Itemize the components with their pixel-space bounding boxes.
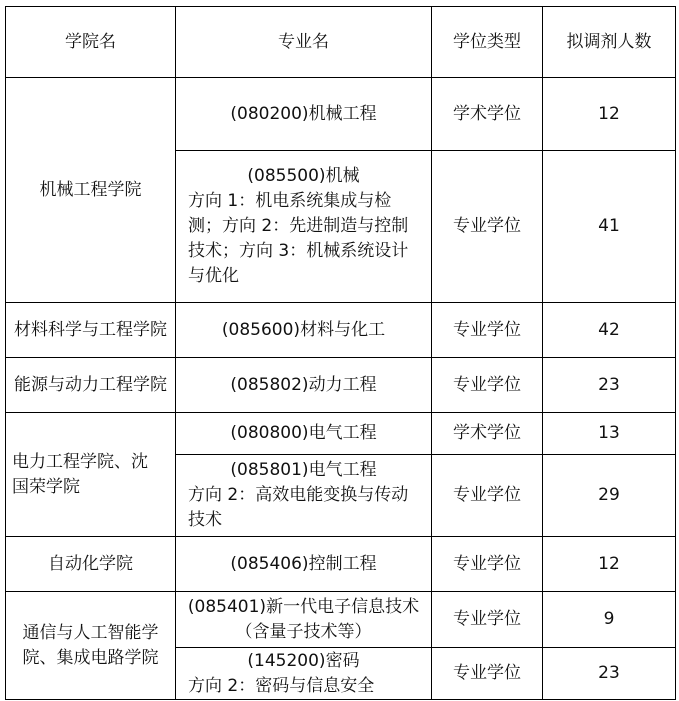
degree-type-cell: 专业学位 xyxy=(432,151,543,303)
header-major: 专业名 xyxy=(176,7,432,78)
major-cell xyxy=(176,78,432,151)
header-quota: 拟调剂人数 xyxy=(543,7,676,78)
table-row xyxy=(6,537,676,592)
degree-type-cell: 专业学位 xyxy=(432,303,543,358)
college-cell xyxy=(6,78,176,303)
table-row xyxy=(6,78,676,151)
college-name: 通信与人工智能学院、集成电路学院 xyxy=(22,622,159,668)
header-row xyxy=(6,7,676,78)
college-cell xyxy=(6,537,176,592)
quota-cell: 42 xyxy=(543,303,676,358)
degree-type-cell: 学术学位 xyxy=(432,413,543,455)
major-code: (085600)材料与化工 xyxy=(221,319,386,340)
major-cell xyxy=(176,358,432,413)
major-cell xyxy=(176,648,432,700)
major-cell xyxy=(176,537,432,592)
adjustment-table xyxy=(5,6,676,700)
degree-type-cell: 专业学位 xyxy=(432,648,543,700)
header-degree-type: 学位类型 xyxy=(432,7,543,78)
major-code: (085406)控制工程 xyxy=(230,553,377,574)
college-name: 机械工程学院 xyxy=(39,179,142,200)
degree-type-cell: 专业学位 xyxy=(432,358,543,413)
degree-type-cell: 专业学位 xyxy=(432,537,543,592)
college-name: 材料科学与工程学院 xyxy=(14,319,167,340)
table-row xyxy=(6,413,676,455)
college-cell xyxy=(6,358,176,413)
quota-cell: 13 xyxy=(543,413,676,455)
major-code: (085801)电气工程 xyxy=(230,460,377,480)
major-cell xyxy=(176,413,432,455)
major-code: (080800)电气工程 xyxy=(230,423,377,443)
major-direction: 方向 2：密码与信息安全 xyxy=(188,675,375,696)
quota-cell: 9 xyxy=(543,592,676,648)
college-name: 能源与动力工程学院 xyxy=(14,374,167,395)
degree-type-cell: 专业学位 xyxy=(432,592,543,648)
header-college: 学院名 xyxy=(6,7,176,78)
college-cell xyxy=(6,303,176,358)
major-cell xyxy=(176,303,432,358)
major-code: (145200)密码 xyxy=(247,650,360,671)
college-cell xyxy=(6,592,176,700)
quota-cell: 29 xyxy=(543,455,676,537)
quota-cell: 12 xyxy=(543,78,676,151)
quota-cell: 41 xyxy=(543,151,676,303)
table-row xyxy=(6,303,676,358)
degree-type-cell: 专业学位 xyxy=(432,455,543,537)
major-code: (085500)机械 xyxy=(247,166,360,186)
degree-type-cell: 学术学位 xyxy=(432,78,543,151)
college-name: 自动化学院 xyxy=(48,553,133,574)
college-cell xyxy=(6,413,176,537)
major-code: (085401)新一代电子信息技术（含量子技术等） xyxy=(187,596,420,642)
quota-cell: 12 xyxy=(543,537,676,592)
college-name: 电力工程学院、沈国荣学院 xyxy=(12,451,148,497)
major-cell xyxy=(176,592,432,648)
major-cell xyxy=(176,151,432,303)
table-row xyxy=(6,592,676,648)
major-direction: 方向 2：高效电能变换与传动技术 xyxy=(188,485,409,530)
major-code: (085802)动力工程 xyxy=(230,374,377,395)
quota-cell: 23 xyxy=(543,648,676,700)
quota-cell: 23 xyxy=(543,358,676,413)
major-cell xyxy=(176,455,432,537)
table-row xyxy=(6,358,676,413)
major-code: (080200)机械工程 xyxy=(230,103,377,124)
major-direction: 方向 1：机电系统集成与检测；方向 2：先进制造与控制技术；方向 3：机械系统设计与优化 xyxy=(188,191,409,286)
